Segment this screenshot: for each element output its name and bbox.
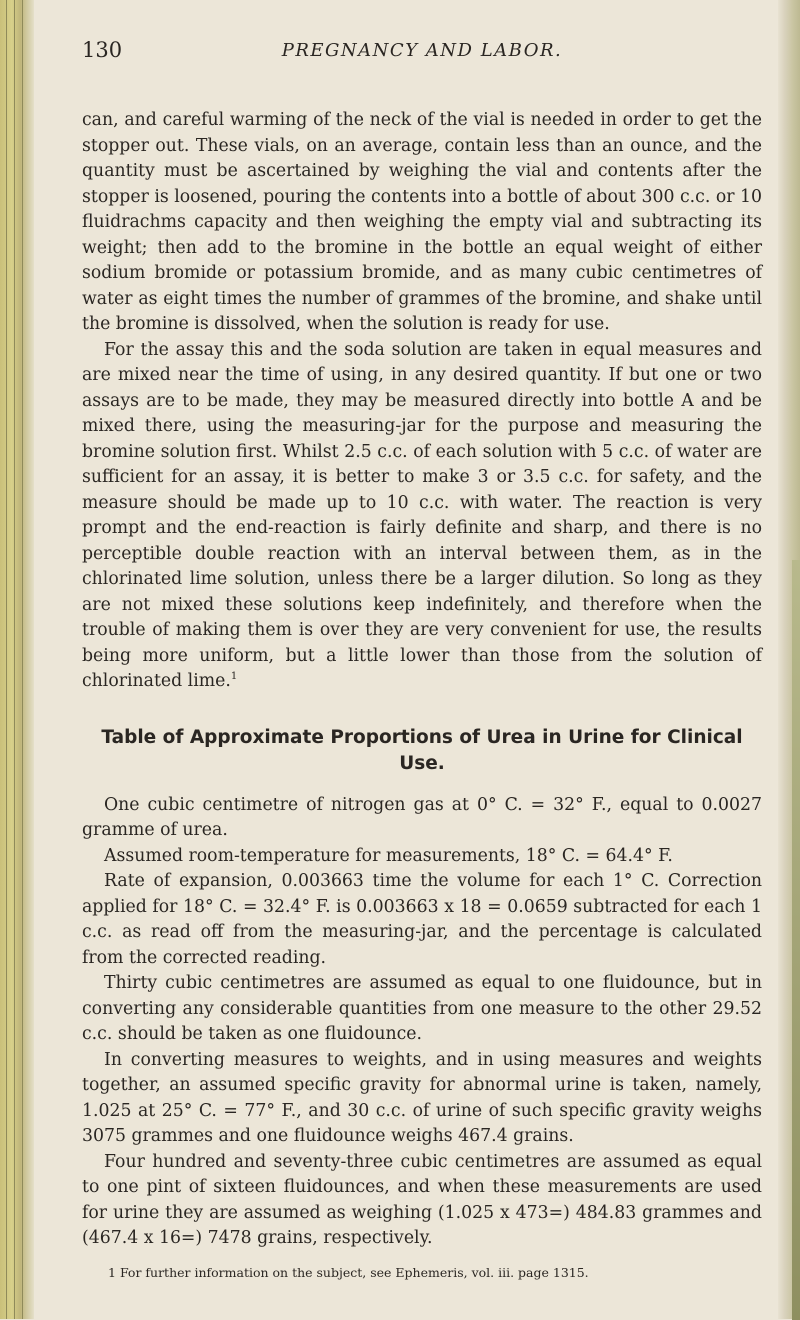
table-paragraph-1: One cubic centimetre of nitrogen gas at 0° C. = 32° F., equal to 0.0027 gramme of urea. [82,794,762,840]
page-number: 130 [82,38,123,62]
gutter-line [6,0,7,1319]
footnote-reference[interactable]: 1 [230,671,238,683]
footnote [82,1264,762,1282]
footnote-text: For further information on the subject, see Ephemeris, vol. iii. page 1315. [119,1264,589,1280]
paragraph-1: can, and careful warming of the neck of the vial is needed in order to get the stopper out. These vials, on an average, contain less than an ounce, and the quantity must be ascertained by weighing the vial and contents after the stopper is loosened, pouring the contents into a bottle of about 300 c.c. or 10 fluidrachms capacity and then weighing the empty vial and subtracting its weight; then add to the bromine in the bottle an equal weight of either sodium bromide or potassium bromide, and as many cubic centimetres of water as eight times the number of grammes of the bromine, and shake until the bromine is dissolved, when the solution is ready for use. [82,110,762,334]
gutter-line [22,0,23,1319]
book-page [82,38,762,1282]
page-edge-shadow [792,560,800,1320]
paragraph-2: For the assay this and the soda solution are taken in equal measures and are mixed near the time of using, in any desired quantity. If but one or two assays are to be made, they may be measured directly into bottle A and be mixed there, using the measuring-jar for the purpose and measuring the bromine solution first. Whilst 2.5 c.c. of each solution with 5 c.c. of water are sufficient for an assay, it is better to make 3 or 3.5 c.c. for safety, and the measure should be made up to 10 c.c. with water. The reaction is very prompt and the end-reaction is fairly definite and sharp, and there is no perceptible double reaction with an interval between them, as in the chlorinated lime solution, unless there be a larger dilution. So long as they are not mixed these solutions keep indefinitely, and therefore when the trouble of making them is over they are very convenient for use, the results being more uniform, but a little lower than those from the solution of chlorinated lime.$^1$ [82,339,762,691]
table-paragraph-4: Thirty cubic centimetres are assumed as equal to one fluidounce, but in converting any considerable quantities from one measure to the other 29.52 c.c. should be taken as one fluidounce. [82,973,762,1044]
table-heading: Table of Approximate Proportions of Urea in Urine for Clinical Use. [101,726,743,774]
table-paragraph-6: Four hundred and seventy-three cubic centimetres are assumed as equal to one pint of sixteen fluidounces, and when these measurements are used for urine they are assumed as weighing (1.025 x 473=) 484.83 grammes and (467.4 x 16=) 7478 grains, respectively. [82,1151,762,1248]
running-head [82,38,762,74]
footnote-marker: 1 [108,1264,116,1280]
table-paragraph-2: Assumed room-temperature for measurements, 18° C. = 64.4° F. [104,845,673,866]
running-title: PREGNANCY AND LABOR. [281,40,563,61]
book-spine-gutter [0,0,34,1319]
table-paragraph-5: In converting measures to weights, and in using measures and weights together, an assumed specific gravity for abnormal urine is taken, namely, 1.025 at 25° C. = 77° F., and 30 c.c. of urine of such specific gravity weighs 3075 grammes and one fluidounce weighs 467.4 grains. [82,1049,762,1146]
table-paragraph-3: Rate of expansion, 0.003663 time the volume for each 1° C. Correction applied for 18° C. = 32.4° F. is 0.003663 x 18 = 0.0659 subtracted for each 1 c.c. as read off from the measuring-jar, and the percentage is calculated from the corrected reading. [82,871,762,968]
gutter-line [14,0,15,1319]
